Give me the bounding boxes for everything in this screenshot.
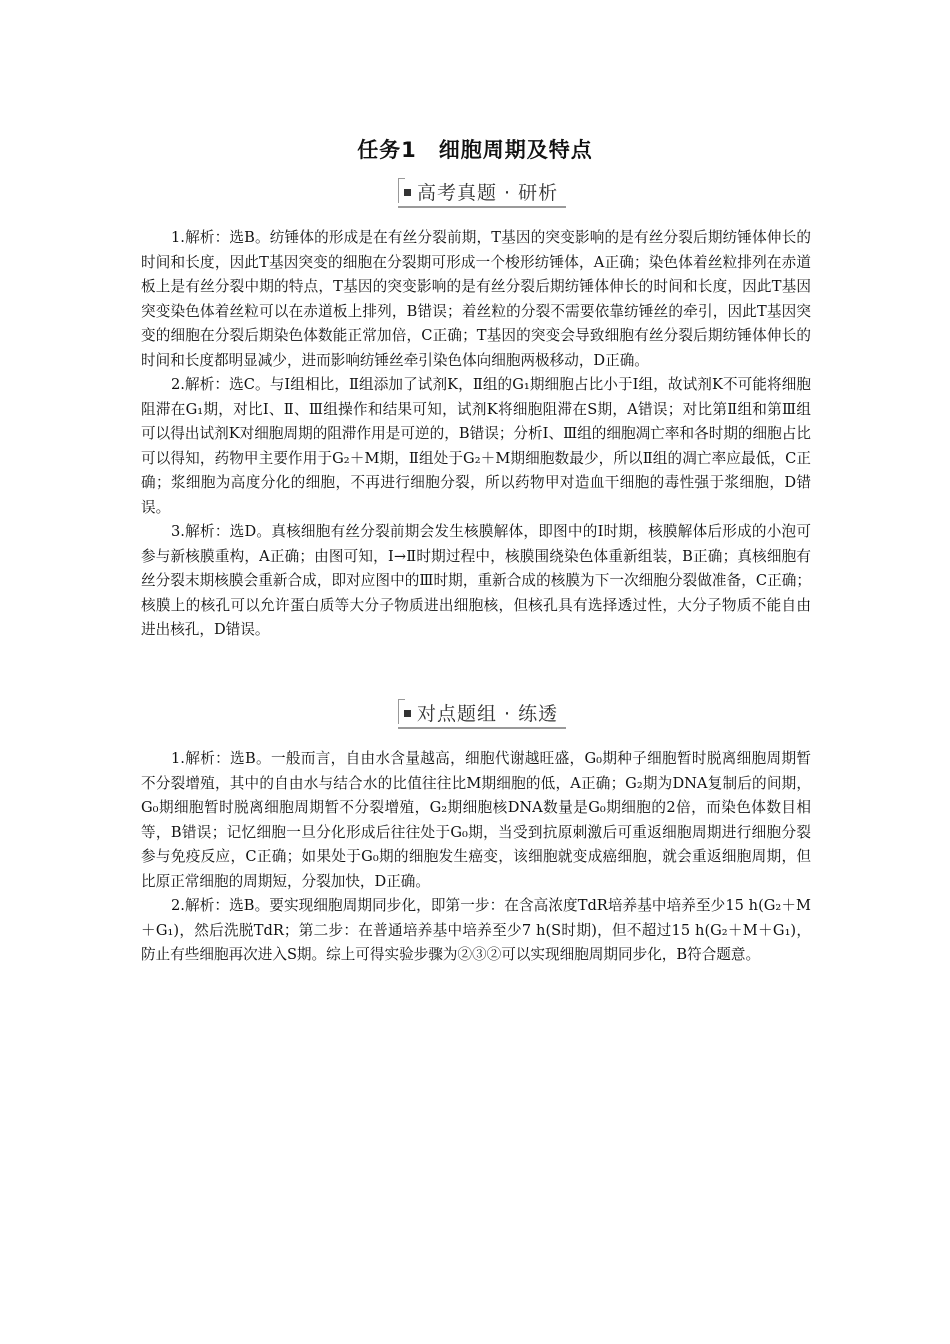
heading-corner-decoration xyxy=(398,699,405,724)
section-heading-gaokao xyxy=(404,176,558,206)
section-heading-duidian xyxy=(404,697,558,727)
page-title: 任务1 细胞周期及特点 xyxy=(357,138,593,162)
heading-underline xyxy=(398,727,566,729)
section2-answers xyxy=(141,747,811,968)
heading-underline xyxy=(398,206,566,208)
heading-corner-decoration xyxy=(398,178,405,203)
answer-paragraph: 3.解析：选D。真核细胞有丝分裂前期会发生核膜解体，即图中的Ⅰ时期，核膜解体后形成的小泡可参与新核膜重构，A正确；由图可知，Ⅰ→Ⅱ时期过程中，核膜围绕染色体重新组装，B正确；真核细胞有丝分裂末期核膜会重新合成，即对应图中的Ⅲ时期，重新合成的核膜为下一次细胞分裂做准备，C正确；核膜上的核孔可以允许蛋白质等大分子物质进出细胞核，但核孔具有选择透过性，大分子物质不能自由进出核孔，D错误。 xyxy=(141,523,811,638)
answer-paragraph: 2.解析：选C。与Ⅰ组相比，Ⅱ组添加了试剂K，Ⅱ组的G₁期细胞占比小于Ⅰ组，故试剂K不可能将细胞阻滞在G₁期，对比Ⅰ、Ⅱ、Ⅲ组操作和结果可知，试剂K将细胞阻滞在S期，A错误；对比第Ⅱ组和第Ⅲ组可以得出试剂K对细胞周期的阻滞作用是可逆的，B错误；分析Ⅰ、Ⅲ组的细胞凋亡率和各时期的细胞占比可以得知，药物甲主要作用于G₂＋M期，Ⅱ组处于G₂＋M期细胞数最少，所以Ⅱ组的凋亡率应最低，C正确；浆细胞为高度分化的细胞，不再进行细胞分裂，所以药物甲对造血干细胞的毒性强于浆细胞，D错误。 xyxy=(141,376,811,516)
square-bullet-icon xyxy=(404,189,411,196)
square-bullet-icon xyxy=(404,710,411,717)
section-heading-text: 对点题组 · 练透 xyxy=(417,702,559,725)
section1-answers xyxy=(141,226,811,643)
answer-paragraph: 2.解析：选B。要实现细胞周期同步化，即第一步：在含高浓度TdR培养基中培养至少15 h(G₂＋M＋G₁)，然后洗脱TdR；第二步：在普通培养基中培养至少7 h(S时期)，但不超过15 h(G₂＋M＋G₁)，防止有些细胞再次进入S期。综上可得实验步骤为②③②可以实现细胞周期同步化，B符合题意。 xyxy=(141,897,811,963)
section-heading-text: 高考真题 · 研析 xyxy=(417,181,559,204)
answer-paragraph: 1.解析：选B。纺锤体的形成是在有丝分裂前期，T基因的突变影响的是有丝分裂后期纺锤体伸长的时间和长度，因此T基因突变的细胞在分裂期可形成一个梭形纺锤体，A正确；染色体着丝粒排列在赤道板上是有丝分裂中期的特点，T基因的突变影响的是有丝分裂后期纺锤体伸长的时间和长度，因此T基因突变染色体着丝粒可以在赤道板上排列，B错误；着丝粒的分裂不需要依靠纺锤丝的牵引，因此T基因突变的细胞在分裂后期染色体数能正常加倍，C正确；T基因的突变会导致细胞有丝分裂后期纺锤体伸长的时间和长度都明显减少，进而影响纺锤丝牵引染色体向细胞两极移动，D正确。 xyxy=(141,229,811,369)
answer-paragraph: 1.解析：选B。一般而言，自由水含量越高，细胞代谢越旺盛，G₀期种子细胞暂时脱离细胞周期暂不分裂增殖，其中的自由水与结合水的比值往往比M期细胞的低，A正确；G₂期为DNA复制后的间期，G₀期细胞暂时脱离细胞周期暂不分裂增殖，G₂期细胞核DNA数量是G₀期细胞的2倍，而染色体数目相等，B错误；记忆细胞一旦分化形成后往往处于G₀期，当受到抗原刺激后可重返细胞周期进行细胞分裂参与免疫反应，C正确；如果处于G₀期的细胞发生癌变，该细胞就变成癌细胞，就会重返细胞周期，但比原正常细胞的周期短，分裂加快，D正确。 xyxy=(141,750,811,890)
